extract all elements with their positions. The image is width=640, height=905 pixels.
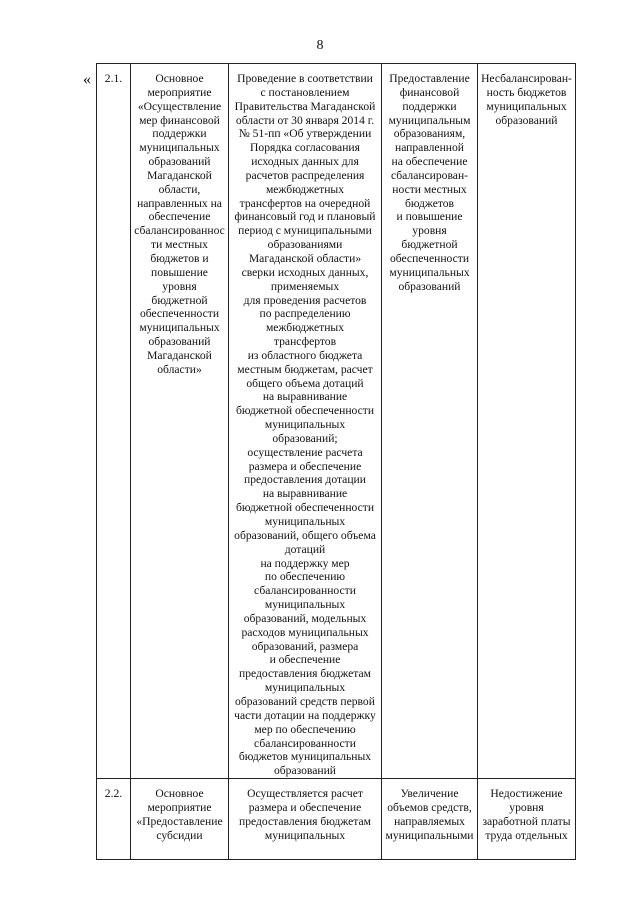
cell-text-line: поддержки [402,99,457,113]
cell-text-line: бюджетов и [150,251,209,265]
cell-text-line: бюджетной [401,238,458,252]
cell-text-line: Недостижение [490,787,563,801]
cell-text-line: уровня [162,279,197,293]
cell-text-line: муниципальных [486,99,567,113]
cell-text-line: с постановлением [260,85,350,99]
cell-text-line: образований, размера [251,639,359,653]
cell-text-line: местным бюджетам, расчет [237,362,373,376]
cell-text-line: части дотации на поддержку [234,708,376,722]
cell-text-line: направленной [394,141,464,155]
cell-text-line: сбалансированнос [134,224,225,238]
cell-text-line: расходов муниципальных [241,625,369,639]
cell-text-line: мер по обеспечению [254,722,356,736]
cell-text-line: применяемых [270,279,340,293]
cell-text-line: уровня [509,800,544,814]
cell-text-line: Увеличение [400,787,459,801]
cell-text-line: направленных на [137,196,222,210]
cell-text-line: поддержки [152,127,207,141]
risk-cell [478,779,576,860]
cell-text-line: размера и обеспечение [248,800,362,814]
cell-text-line: исходных данных для [251,155,359,169]
measure-content-cell [229,64,382,779]
cell-text-line: для проведения расчетов [243,293,367,307]
cell-text-line: образований [148,155,211,169]
cell-text-line: направляемых [394,814,465,828]
measure-name-cell [131,64,229,779]
cell-text-line: образований средств первой [235,694,375,708]
cell-text-line: размера и обеспечение [248,459,362,473]
cell-text-line: образований [495,113,558,127]
cell-text-line: муниципальными [385,828,474,842]
cell-text-line: Основное [155,72,204,85]
cell-text-line: бюджетов [404,196,455,210]
measure-content-cell [229,779,382,860]
cell-text-line: на выравнивание [262,487,348,501]
cell-text-line: по обеспечению [264,570,346,584]
cell-text-line: расчетов распределения [245,168,365,182]
cell-text-line: Правительства Магаданской [234,99,376,113]
cell-text-line: сбалансированности [254,736,356,750]
cell-text-line: финансовый год и плановый [234,210,376,224]
cell-text-line: Порядка согласования [250,141,360,155]
cell-text-line: бюджетной [151,293,208,307]
cell-text-line: дотаций [284,542,326,556]
cell-text-line: муниципальных [139,141,220,155]
cell-text-line: предоставления дотации [244,473,366,487]
cell-text-line: образований [398,279,461,293]
risk-cell [478,64,576,779]
expected-result-cell [382,779,478,860]
cell-text-line: обеспечение [148,210,211,224]
cell-text-line: общего объема дотаций [246,376,364,390]
cell-text-line: на поддержку мер [260,556,350,570]
cell-text-line: на выравнивание [262,390,348,404]
cell-text-line: субсидии [156,828,203,842]
cell-text-line: финансовой [399,85,460,99]
cell-text-line: «Предоставление [136,814,223,828]
cell-text-line: период с муниципальными [238,224,372,238]
cell-text-line: образований, модельных [243,611,367,625]
cell-text-line: межбюджетных [265,321,345,335]
cell-text-line: и повышение [396,210,463,224]
cell-text-line: образованиям, [393,127,466,141]
cell-text-line: объемов средств, [387,800,472,814]
cell-text-line: Проведение в соответствии [237,72,373,85]
row-number-cell [97,779,131,860]
cell-text-line: муниципальных [389,265,470,279]
cell-text-line: мероприятие [147,800,212,814]
cell-text-line: муниципальных [264,828,346,842]
cell-text-line: области, [158,182,201,196]
cell-text-line: ности местных [392,182,467,196]
cell-text-line: Несбалансирован- [481,72,572,85]
cell-text-line: муниципальных [264,598,346,612]
cell-text-line: Осуществляется расчет [247,787,363,801]
cell-text-line: уровня [412,224,447,238]
cell-text-line: бюджетов муниципальных [238,750,372,764]
cell-text-line: Предоставление [389,72,470,85]
cell-text-line: муниципальных [264,418,346,432]
cell-text-line: образований [273,764,337,778]
cell-text-line: муниципальных [264,681,346,695]
measures-table [96,63,575,860]
cell-text-line: образованиями [267,238,343,252]
cell-text-line: ти местных [151,238,208,252]
cell-text-line: обеспеченности [389,251,470,265]
cell-text-line: Основное [155,787,204,801]
cell-text-line: образований, общего объема [234,528,376,542]
cell-text-line: бюджетной обеспеченности [235,501,375,515]
cell-text-line: муниципальным [388,113,471,127]
cell-text-line: и обеспечение [269,653,341,667]
cell-text-line: «Осуществление [137,99,222,113]
cell-text-line: муниципальных [139,321,220,335]
cell-text-line: Магаданской [147,348,212,362]
cell-text-line: по распределению [259,307,351,321]
table-row [97,64,576,779]
cell-text-line: заработной платы [482,814,571,828]
row-number-cell [97,64,131,779]
cell-text-line: № 51-пп «Об утверждении [238,127,372,141]
cell-text-line: мер финансовой [139,113,220,127]
page-number: 8 [316,38,324,53]
cell-text-line: Магаданской области» [248,251,362,265]
cell-text-line: на обеспечение [391,155,468,169]
cell-text-line: сверки исходных данных, [241,265,369,279]
cell-text-line: трансфертов [273,335,337,349]
cell-text-line: предоставления бюджетам [239,667,371,681]
cell-text-line: области» [157,362,202,376]
cell-text-line: обеспеченности [139,307,220,321]
cell-text-line: ность бюджетов [486,85,567,99]
expected-result-cell [382,64,478,779]
cell-text-line: повышение [151,265,208,279]
cell-text-line: трансфертов на очередной [239,196,371,210]
cell-text-line: предоставления бюджетам [239,814,371,828]
row-number: 2.2. [104,787,123,801]
cell-text-line: Магаданской [147,168,212,182]
row-number: 2.1. [104,72,123,85]
cell-text-line: сбалансирован- [390,168,469,182]
cell-text-line: образований; [272,431,338,445]
cell-text-line: области от 30 января 2014 г. [235,113,375,127]
measure-name-cell [131,779,229,860]
cell-text-line: образований [148,335,211,349]
cell-text-line: труда отдельных [485,828,568,842]
cell-text-line: межбюджетных [265,182,345,196]
cell-text-line: мероприятие [147,85,212,99]
cell-text-line: из областного бюджета [247,348,363,362]
cell-text-line: осуществление расчета [247,445,363,459]
cell-text-line: сбалансированности [254,584,356,598]
cell-text-line: бюджетной обеспеченности [235,404,375,418]
opening-quote-mark: « [83,71,91,88]
cell-text-line: муниципальных [264,515,346,528]
table-row [97,779,576,860]
